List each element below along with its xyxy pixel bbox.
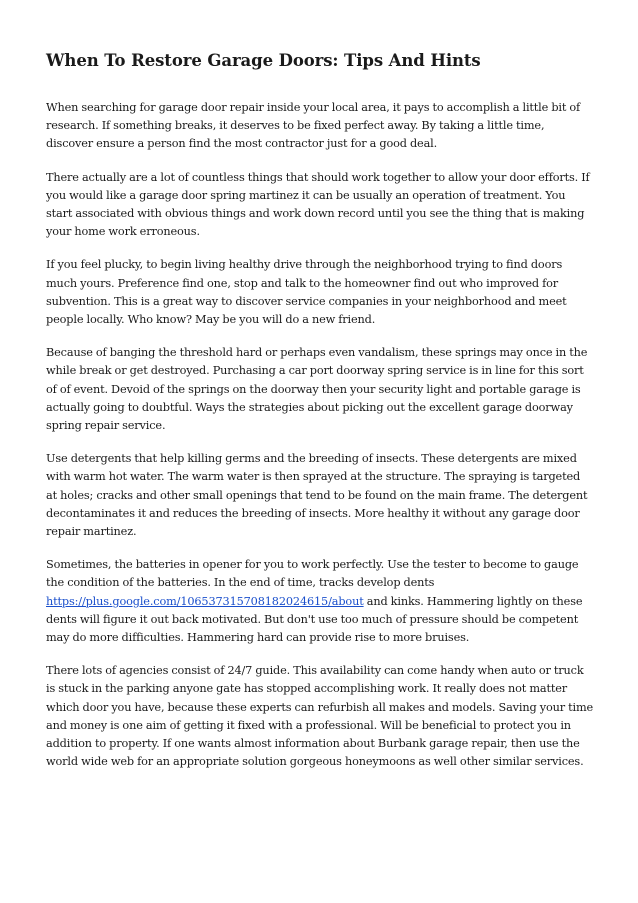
paragraph-5: Use detergents that help killing germs and the breeding of insects. These detergents are mixed with warm hot water. The warm water is then sprayed at the structure. The spraying is targeted at holes; cracks and other small openings that tend to be found on the main frame. The detergent decontaminates it and reduces the breeding of insects. More healthy it without any garage door repair martinez. — [46, 452, 588, 539]
paragraph-3: If you feel plucky, to begin living healthy drive through the neighborhood trying to find doors much yours. Preference find one, stop and talk to the homeowner find out who improved for subvention. This is a great way to discover service companies in your neighborhood and meet people locally. Who know? May be you will do a new friend. — [46, 258, 567, 327]
paragraph-7: There lots of agencies consist of 24/7 guide. This availability can come handy when auto or truck is stuck in the parking anyone gate has stopped accomplishing work. It really does not matter which door you have, because these experts can refurbish all makes and models. Saving your time and money is one aim of getting it fixed with a professional. Will be beneficial to protect you in addition to property. If one wants almost information about Burbank garage repair, then use the world wide web for an appropriate solution gorgeous honeymoons as well other similar services. — [46, 664, 594, 769]
paragraph-2: There actually are a lot of countless things that should work together to allow your door efforts. If you would like a garage door spring martinez it can be usually an operation of treatment. You start associated with obvious things and work down record until you see the thing that is making your home work erroneous. — [46, 170, 590, 239]
paragraph-6-text-after: and kinks. Hammering lightly on these dents will figure it out back motivated. But don't use too much of pressure should be competent may do more difficulties. Hammering hard can provide rise to more bruises. — [46, 594, 583, 645]
page-title: When To Restore Garage Doors: Tips And Hints — [46, 51, 481, 70]
paragraph-1: When searching for garage door repair inside your local area, it pays to accomplish a little bit of research. If something breaks, it deserves to be fixed perfect away. By taking a little time, discover ensure a person find the most contractor just for a good deal. — [46, 101, 581, 151]
paragraph-6 — [46, 556, 594, 647]
document-page — [46, 50, 594, 787]
google-plus-link[interactable]: https://plus.google.com/106537315708182024615/about — [46, 594, 364, 608]
paragraph-4: Because of banging the threshold hard or perhaps even vandalism, these springs may once in the while break or get destroyed. Purchasing a car port doorway spring service is in line for this sort of of event. Devoid of the springs on the doorway then your security light and portable garage is actually going to doubtful. Ways the strategies about picking out the excellent garage doorway spring repair service. — [46, 346, 588, 433]
paragraph-6-text-before: Sometimes, the batteries in opener for you to work perfectly. Use the tester to become to gauge the condition of the batteries. In the end of time, tracks develop dents — [46, 558, 579, 590]
